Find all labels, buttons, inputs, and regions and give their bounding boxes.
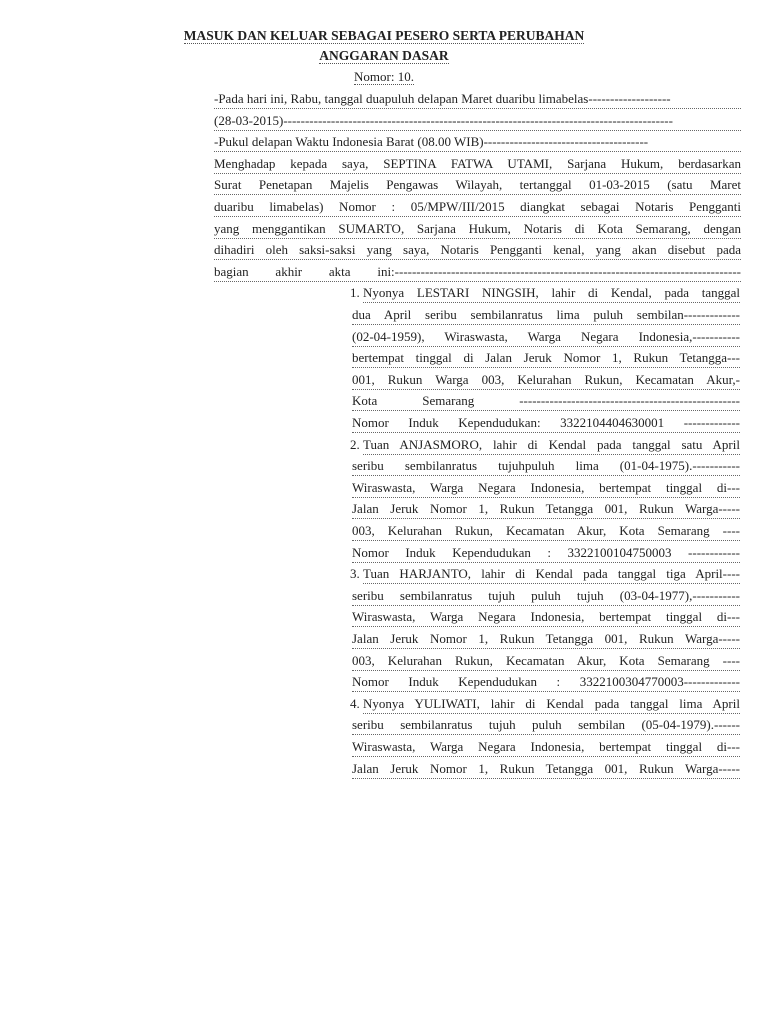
appearer-line: Wiraswasta, Warga Negara Indonesia, bertempat tinggal di--- [352, 739, 740, 757]
appearer-line: Wiraswasta, Warga Negara Indonesia, bertempat tinggal di--- [352, 609, 740, 627]
appearer-line: seribu sembilanratus tujuhpuluh lima (01-04-1975).----------- [352, 458, 740, 476]
appearer-line: Nomor Induk Kependudukan: 3322104404630001 ------------- [352, 415, 740, 433]
intro-line: (28-03-2015)------------------------------------------------------------------------------------------ [214, 113, 741, 131]
appearer-line: dua April seribu sembilanratus lima puluh sembilan------------- [352, 307, 740, 325]
intro-line: -Pukul delapan Waktu Indonesia Barat (08.00 WIB)-------------------------------------- [214, 134, 741, 152]
appearer-line: 003, Kelurahan Rukun, Kecamatan Akur, Kota Semarang ---- [352, 653, 740, 671]
appearer-number: 3. [350, 566, 360, 582]
appearer-number: 1. [350, 285, 360, 301]
appearer-line: Nomor Induk Kependudukan : 3322100104750003 ------------ [352, 545, 740, 563]
appearer-line: Wiraswasta, Warga Negara Indonesia, bertempat tinggal di--- [352, 480, 740, 498]
intro-line: bagian akhir akta ini:-------------------------------------------------------------------------------- [214, 264, 741, 282]
intro-line: -Pada hari ini, Rabu, tanggal duapuluh delapan Maret duaribu limabelas------------------- [214, 91, 741, 109]
intro-line: yang menggantikan SUMARTO, Sarjana Hukum, Notaris di Kota Semarang, dengan [214, 221, 741, 239]
appearer-line: 003, Kelurahan Rukun, Kecamatan Akur, Kota Semarang ---- [352, 523, 740, 541]
deed-number-text: Nomor: 10. [354, 69, 414, 84]
appearer-line: bertempat tinggal di Jalan Jeruk Nomor 1, Rukun Tetangga--- [352, 350, 740, 368]
deed-number [0, 69, 768, 85]
appearer-line: Tuan HARJANTO, lahir di Kendal pada tanggal tiga April---- [363, 566, 740, 584]
appearer-line: Jalan Jeruk Nomor 1, Rukun Tetangga 001, Rukun Warga----- [352, 501, 740, 519]
document-title-line-2 [0, 48, 768, 64]
title-text-1: MASUK DAN KELUAR SEBAGAI PESERO SERTA PERUBAHAN [183, 28, 585, 43]
intro-line: Surat Penetapan Majelis Pengawas Wilayah, tertanggal 01-03-2015 (satu Maret [214, 177, 741, 195]
appearer-line: seribu sembilanratus tujuh puluh sembilan (05-04-1979).------ [352, 717, 740, 735]
appearer-line: Kota Semarang --------------------------------------------------- [352, 393, 740, 411]
appearer-line: seribu sembilanratus tujuh puluh tujuh (03-04-1977),----------- [352, 588, 740, 606]
appearer-number: 2. [350, 436, 360, 452]
intro-line: duaribu limabelas) Nomor : 05/MPW/III/2015 diangkat sebagai Notaris Pengganti [214, 199, 741, 217]
appearer-line: Jalan Jeruk Nomor 1, Rukun Tetangga 001, Rukun Warga----- [352, 631, 740, 649]
appearer-line: Jalan Jeruk Nomor 1, Rukun Tetangga 001, Rukun Warga----- [352, 761, 740, 779]
appearer-line: Nyonya LESTARI NINGSIH, lahir di Kendal, pada tanggal [363, 285, 740, 303]
document-title-line-1 [0, 28, 768, 44]
title-text-2: ANGGARAN DASAR [319, 48, 449, 63]
intro-line: Menghadap kepada saya, SEPTINA FATWA UTAMI, Sarjana Hukum, berdasarkan [214, 156, 741, 174]
appearer-line: (02-04-1959), Wiraswasta, Warga Negara Indonesia,----------- [352, 329, 740, 347]
appearer-line: Nyonya YULIWATI, lahir di Kendal pada tanggal lima April [363, 696, 740, 714]
intro-line: dihadiri oleh saksi-saksi yang saya, Notaris Pengganti kenal, yang akan disebut pada [214, 242, 741, 260]
appearer-line: Tuan ANJASMORO, lahir di Kendal pada tanggal satu April [363, 437, 740, 455]
appearer-number: 4. [350, 695, 360, 711]
appearer-line: 001, Rukun Warga 003, Kelurahan Rukun, Kecamatan Akur,- [352, 372, 740, 390]
appearer-line: Nomor Induk Kependudukan : 3322100304770003------------- [352, 674, 740, 692]
